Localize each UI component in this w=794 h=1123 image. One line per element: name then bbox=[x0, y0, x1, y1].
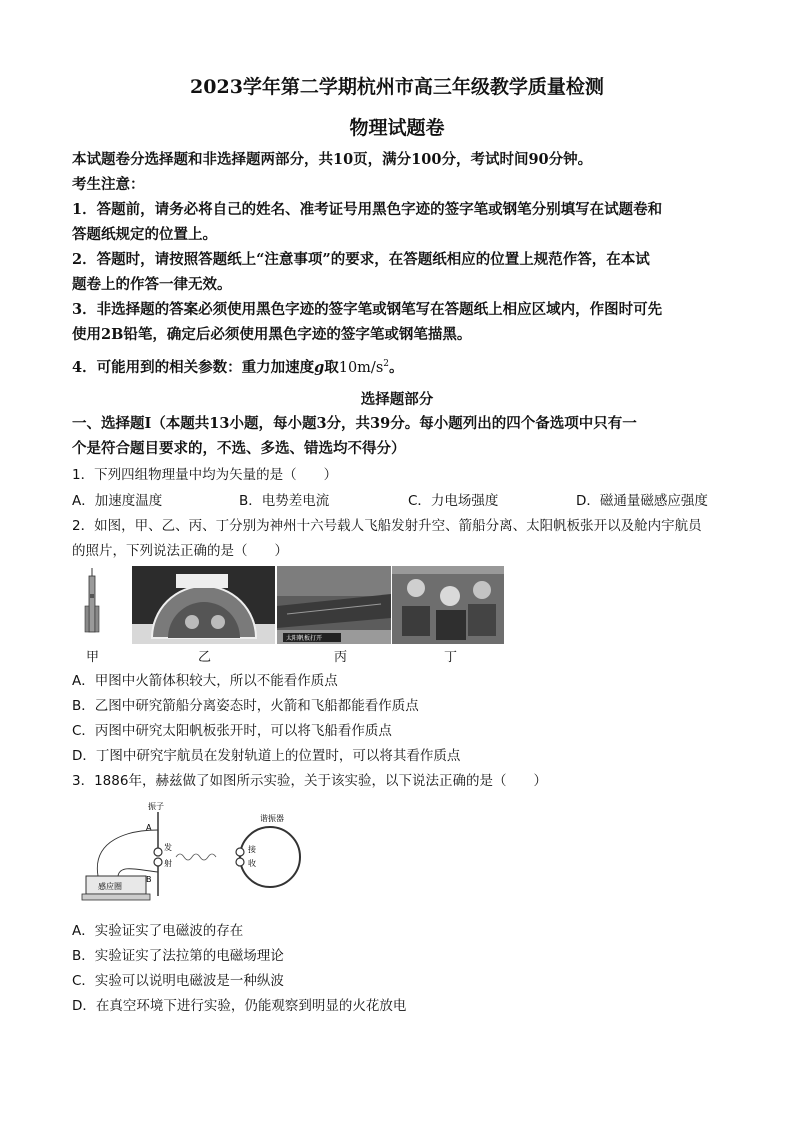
q3-option-a: A．实验证实了电磁波的存在 bbox=[72, 923, 244, 939]
label-send-2: 射 bbox=[164, 859, 172, 868]
part-title: 选择题部分 bbox=[360, 391, 434, 408]
exam-subtitle: 物理试题卷 bbox=[349, 117, 445, 139]
q3-stem: 3．1886年，赫兹做了如图所示实验，关于该实验，以下说法正确的是（ ） bbox=[72, 773, 547, 789]
photo-yi bbox=[132, 566, 275, 644]
notice-2-line-1: 2．答题时，请按照答题纸上“注意事项”的要求，在答题纸相应的位置上规范作答，在本试 bbox=[72, 251, 650, 268]
q3-option-c: C．实验可以说明电磁波是一种纵波 bbox=[72, 973, 284, 989]
photo-jia bbox=[72, 566, 132, 644]
section-heading-line-2: 个是符合题目要求的，不选、多选、错选均不得分） bbox=[72, 440, 406, 457]
q3-option-d: D．在真空环境下进行实验，仍能观察到明显的火花放电 bbox=[72, 998, 407, 1014]
photo-bing-label: 太阳帆板打开 bbox=[286, 635, 323, 642]
q3-hertz-figure bbox=[78, 800, 328, 910]
q2-option-b: B．乙图中研究箭船分离姿态时，火箭和飞船都能看作质点 bbox=[72, 698, 419, 714]
notice-4-exponent: 2 bbox=[383, 359, 389, 370]
section-heading-line-1: 一、选择题Ⅰ（本题共13小题，每小题3分，共39分。每小题列出的四个备选项中只有一 bbox=[72, 415, 637, 432]
caption-yi: 乙 bbox=[198, 650, 212, 665]
q1-option-b: B．电势差电流 bbox=[239, 493, 330, 509]
q2-stem-line-1: 2．如图，甲、乙、丙、丁分别为神州十六号载人飞船发射升空、箭船分离、太阳帆板张开以及舱内宇航员 bbox=[72, 518, 702, 534]
notice-4-variable: g bbox=[314, 359, 325, 376]
notice-3-line-1: 3．非选择题的答案必须使用黑色字迹的签字笔或钢笔写在答题纸上相应区域内，作图时可先 bbox=[72, 301, 663, 318]
label-vibrator: 振子 bbox=[148, 802, 164, 811]
notice-4 bbox=[72, 356, 404, 377]
notice-4-unit: 10m/s bbox=[338, 360, 384, 376]
notice-1-line-1: 1．答题前，请务必将自己的姓名、准考证号用黑色字迹的签字笔或钢笔分别填写在试题卷和 bbox=[72, 201, 663, 218]
notice-4-end: 。 bbox=[389, 359, 404, 376]
notice-heading: 考生注意： bbox=[72, 176, 145, 193]
label-send-1: 发 bbox=[164, 843, 172, 852]
label-resonator: 谐振器 bbox=[260, 814, 284, 823]
q2-option-c: C．丙图中研究太阳帆板张开时，可以将飞船看作质点 bbox=[72, 723, 392, 739]
label-recv-1: 接 bbox=[248, 845, 256, 854]
q2-option-d: D．丁图中研究宇航员在发射轨道上的位置时，可以将其看作质点 bbox=[72, 748, 461, 764]
q1-option-a: A．加速度温度 bbox=[72, 493, 163, 509]
notice-1-line-2: 答题纸规定的位置上。 bbox=[72, 226, 217, 243]
q3-option-b: B．实验证实了法拉第的电磁场理论 bbox=[72, 948, 284, 964]
caption-bing: 丙 bbox=[334, 650, 348, 665]
q2-photo-strip bbox=[72, 566, 504, 665]
intro-summary: 本试题卷分选择题和非选择题两部分，共10页，满分100分，考试时间90分钟。 bbox=[72, 151, 593, 168]
photo-bing bbox=[277, 566, 391, 644]
label-point-b: B bbox=[146, 875, 152, 884]
label-recv-2: 收 bbox=[248, 859, 256, 868]
caption-jia: 甲 bbox=[86, 650, 100, 665]
photo-ding bbox=[392, 566, 504, 644]
q1-option-d: D．磁通量磁感应强度 bbox=[576, 493, 708, 509]
notice-4-take: 取 bbox=[324, 359, 339, 376]
q2-stem-line-2: 的照片，下列说法正确的是（ ） bbox=[72, 543, 288, 559]
label-coil: 感应圈 bbox=[98, 882, 122, 891]
exam-title: 2023学年第二学期杭州市高三年级教学质量检测 bbox=[190, 76, 604, 98]
q2-option-a: A．甲图中火箭体积较大，所以不能看作质点 bbox=[72, 673, 338, 689]
label-point-a: A bbox=[146, 823, 152, 832]
notice-4-prefix: 4．可能用到的相关参数：重力加速度 bbox=[72, 359, 315, 376]
notice-3-line-2: 使用2B铅笔，确定后必须使用黑色字迹的签字笔或钢笔描黑。 bbox=[72, 326, 472, 343]
notice-2-line-2: 题卷上的作答一律无效。 bbox=[72, 276, 232, 293]
caption-ding: 丁 bbox=[444, 650, 458, 665]
q1-stem: 1．下列四组物理量中均为矢量的是（ ） bbox=[72, 467, 338, 483]
q1-option-c: C．力电场强度 bbox=[408, 493, 499, 509]
